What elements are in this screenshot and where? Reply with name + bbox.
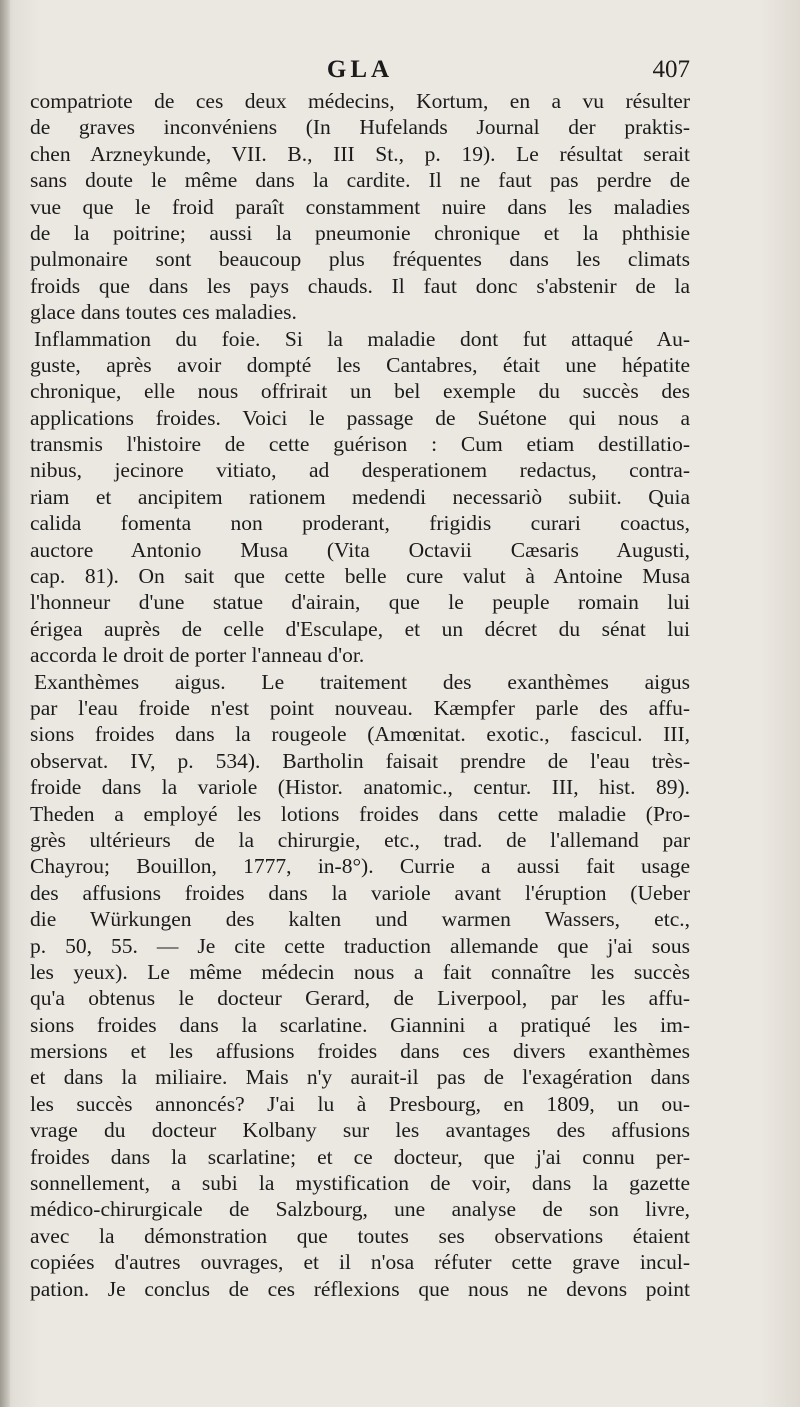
- text-line: Inflammation du foie. Si la maladie dont fut attaqué Au-: [34, 326, 690, 351]
- text-line: sans doute le même dans la cardite. Il ne faut pas perdre de: [30, 168, 690, 193]
- text-line: nibus, jecinore vitiato, ad desperationem redactus, contra-: [30, 458, 690, 483]
- text-line: de la poitrine; aussi la pneumonie chronique et la phthisie: [30, 220, 690, 245]
- text-line: Theden a employé les lotions froides dans cette maladie (Pro-: [30, 801, 690, 826]
- text-line: accorda le droit de porter l'anneau d'or.: [30, 643, 365, 668]
- text-line: froide dans la variole (Histor. anatomic., centur. III, hist. 89).: [30, 775, 690, 800]
- text-line: guste, après avoir dompté les Cantabres, était une hépatite: [30, 352, 690, 377]
- text-line: des affusions froides dans la variole avant l'éruption (Ueber: [30, 880, 690, 905]
- page-number: 407: [652, 56, 690, 83]
- text-line: observat. IV, p. 534). Bartholin faisait prendre de l'eau très-: [30, 748, 690, 773]
- text-line: qu'a obtenus le docteur Gerard, de Liverpool, par les affu-: [30, 986, 690, 1011]
- text-line: pulmonaire sont beaucoup plus fréquentes dans les climats: [30, 247, 690, 272]
- text-line: froids que dans les pays chauds. Il faut donc s'abstenir de la: [30, 273, 690, 298]
- text-line: chen Arzneykunde, VII. B., III St., p. 19). Le résultat serait: [30, 141, 690, 166]
- body-text: [30, 88, 690, 1302]
- text-line: sonnellement, a subi la mystification de voir, dans la gazette: [30, 1171, 690, 1196]
- text-line: riam et ancipitem rationem medendi necessariò subiit. Quia: [30, 484, 690, 509]
- text-line: sions froides dans la scarlatine. Giannini a pratiqué les im-: [30, 1012, 690, 1037]
- text-line: pation. Je conclus de ces réflexions que nous ne devons point: [30, 1276, 690, 1301]
- text-line: de graves inconvéniens (In Hufelands Journal der praktis-: [30, 115, 690, 140]
- text-line: sions froides dans la rougeole (Amœnitat. exotic., fascicul. III,: [30, 722, 690, 747]
- text-line: mersions et les affusions froides dans ces divers exanthèmes: [30, 1039, 690, 1064]
- text-line: et dans la miliaire. Mais n'y aurait-il pas de l'exagération dans: [30, 1065, 690, 1090]
- text-line: copiées d'autres ouvrages, et il n'osa réfuter cette grave incul-: [30, 1250, 690, 1275]
- text-line: Exanthèmes aigus. Le traitement des exanthèmes aigus: [34, 669, 690, 694]
- text-line: applications froides. Voici le passage de Suétone qui nous a: [30, 405, 690, 430]
- text-line: par l'eau froide n'est point nouveau. Kæmpfer parle des affu-: [30, 695, 690, 720]
- text-line: vrage du docteur Kolbany sur les avantages des affusions: [30, 1118, 690, 1143]
- text-line: avec la démonstration que toutes ses observations étaient: [30, 1223, 690, 1248]
- text-line: cap. 81). On sait que cette belle cure valut à Antoine Musa: [30, 564, 690, 589]
- text-line: érigea auprès de celle d'Esculape, et un décret du sénat lui: [30, 616, 690, 641]
- text-line: grès ultérieurs de la chirurgie, etc., trad. de l'allemand par: [30, 827, 690, 852]
- text-line: glace dans toutes ces maladies.: [30, 300, 297, 325]
- page-header: [30, 56, 690, 86]
- text-line: chronique, elle nous offrirait un bel exemple du succès des: [30, 379, 690, 404]
- running-head: GLA: [326, 56, 394, 83]
- text-line: p. 50, 55. — Je cite cette traduction allemande que j'ai sous: [30, 933, 690, 958]
- text-line: calida fomenta non proderant, frigidis curari coactus,: [30, 511, 690, 536]
- text-line: transmis l'histoire de cette guérison : Cum etiam destillatio-: [30, 432, 690, 457]
- text-line: l'honneur d'une statue d'airain, que le peuple romain lui: [30, 590, 690, 615]
- text-line: les yeux). Le même médecin nous a fait connaître les succès: [30, 959, 690, 984]
- text-line: froides dans la scarlatine; et ce docteur, que j'ai connu per-: [30, 1144, 690, 1169]
- text-line: compatriote de ces deux médecins, Kortum, en a vu résulter: [30, 89, 690, 113]
- text-line: médico-chirurgicale de Salzbourg, une analyse de son livre,: [30, 1197, 690, 1222]
- text-line: Chayrou; Bouillon, 1777, in-8°). Currie a aussi fait usage: [30, 854, 690, 879]
- text-line: vue que le froid paraît constamment nuire dans les maladies: [30, 194, 690, 219]
- page-gutter: [0, 0, 10, 1407]
- text-line: die Würkungen des kalten und warmen Wassers, etc.,: [30, 907, 690, 932]
- text-line: auctore Antonio Musa (Vita Octavii Cæsaris Augusti,: [30, 537, 690, 562]
- text-line: les succès annoncés? J'ai lu à Presbourg, en 1809, un ou-: [30, 1091, 690, 1116]
